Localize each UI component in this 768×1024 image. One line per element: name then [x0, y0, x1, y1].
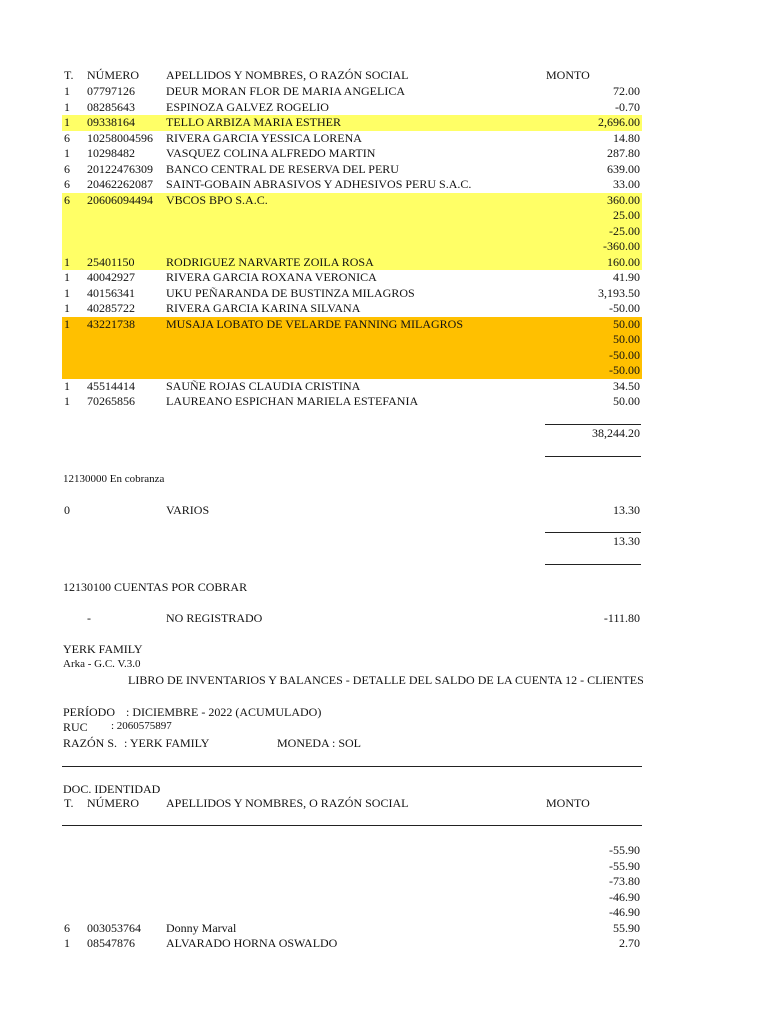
- row-amount: -50.00: [609, 347, 640, 362]
- table-row: [62, 255, 642, 271]
- row-name: DEUR MORAN FLOR DE MARIA ANGELICA: [166, 84, 406, 98]
- row-name: VARIOS: [166, 503, 210, 517]
- report-title: LIBRO DE INVENTARIOS Y BALANCES - DETALLE DEL SALDO DE LA CUENTA 12 - CLIENTES: [128, 673, 644, 687]
- table-row: [62, 503, 642, 519]
- table-row: [62, 317, 642, 333]
- row-name: TELLO ARBIZA MARIA ESTHER: [166, 115, 342, 129]
- table-row: [62, 193, 642, 209]
- row-type: 1: [64, 254, 70, 269]
- row-type: 1: [64, 301, 70, 315]
- row-amount: -360.00: [603, 239, 640, 253]
- row-amount: 50.00: [613, 332, 640, 346]
- row-type: -: [87, 611, 91, 625]
- row-amount: 360.00: [607, 192, 640, 207]
- header-monto: MONTO: [546, 796, 590, 810]
- row-type: 0: [64, 503, 70, 517]
- table-row: [62, 146, 642, 162]
- row-name: RIVERA GARCIA YESSICA LORENA: [166, 130, 362, 145]
- table-row: [62, 843, 642, 859]
- razon-label: RAZÓN S.: [63, 736, 118, 750]
- row-type: 6: [64, 130, 70, 145]
- table-row: [62, 301, 642, 317]
- table-row: [62, 874, 642, 890]
- total-line-bottom: [545, 456, 641, 457]
- table-row: [62, 115, 642, 131]
- table-row: [62, 270, 642, 286]
- row-amount: 41.90: [613, 270, 640, 284]
- row-amount: -111.80: [603, 611, 640, 625]
- row-type: 1: [64, 115, 70, 129]
- header-monto: MONTO: [546, 68, 590, 82]
- header-t: T.: [64, 796, 74, 810]
- row-amount: -50.00: [609, 301, 640, 315]
- row-type: 1: [64, 285, 70, 300]
- razon-value: : YERK FAMILY: [124, 736, 210, 750]
- subtotal-row: [62, 534, 642, 550]
- row-number: 40285722: [87, 301, 135, 315]
- row-name: ESPINOZA GALVEZ ROGELIO: [166, 99, 329, 114]
- row-name: BANCO CENTRAL DE RESERVA DEL PERU: [166, 161, 399, 176]
- row-name: RODRIGUEZ NARVARTE ZOILA ROSA: [166, 254, 374, 269]
- section-title-cobranza: 12130000 En cobranza: [63, 473, 165, 485]
- row-number: 07797126: [87, 84, 135, 98]
- row-type: 1: [64, 394, 70, 408]
- table-row: [62, 921, 642, 937]
- row-amount: 55.90: [613, 920, 640, 935]
- row-number: 40156341: [87, 285, 135, 300]
- row-number: 10258004596: [87, 130, 153, 145]
- row-name: MUSAJA LOBATO DE VELARDE FANNING MILAGROS: [166, 316, 464, 331]
- row-amount: -73.80: [609, 874, 640, 888]
- row-amount: 34.50: [613, 378, 640, 393]
- doc-identidad-label: DOC. IDENTIDAD: [63, 782, 161, 796]
- total-line-top: [545, 424, 641, 425]
- moneda: MONEDA : SOL: [277, 736, 362, 750]
- table-row: [62, 348, 642, 364]
- row-name: Donny Marval: [166, 920, 237, 935]
- section-title-cuentas: 12130100 CUENTAS POR COBRAR: [63, 580, 248, 594]
- column-header: [62, 68, 642, 84]
- row-amount: -0.70: [615, 99, 640, 114]
- row-amount: 14.80: [613, 130, 640, 145]
- column-header: [62, 796, 642, 812]
- row-name: RIVERA GARCIA ROXANA VERONICA: [166, 270, 377, 284]
- row-type: 1: [64, 378, 70, 393]
- row-amount: -46.90: [609, 889, 640, 904]
- table-row: [62, 177, 642, 193]
- row-name: UKU PEÑARANDA DE BUSTINZA MILAGROS: [166, 285, 415, 300]
- table-row: [62, 363, 642, 379]
- divider: [62, 766, 642, 767]
- row-amount: -55.90: [609, 843, 640, 857]
- row-type: 1: [64, 936, 70, 950]
- row-type: 1: [64, 99, 70, 114]
- table-row: [62, 100, 642, 116]
- row-type: 1: [64, 84, 70, 98]
- row-amount: 50.00: [613, 316, 640, 331]
- row-number: 70265856: [87, 394, 135, 408]
- header-numero: NÚMERO: [87, 68, 140, 82]
- table-row: [62, 162, 642, 178]
- table-row: [62, 611, 642, 627]
- row-name: NO REGISTRADO: [166, 611, 263, 625]
- row-amount: 639.00: [607, 161, 640, 176]
- row-name: ALVARADO HORNA OSWALDO: [166, 936, 338, 950]
- periodo-label: PERÍODO: [63, 705, 116, 719]
- row-number: 08285643: [87, 99, 135, 114]
- table-row: [62, 84, 642, 100]
- table-row: [62, 905, 642, 921]
- table-row: [62, 332, 642, 348]
- row-amount: -46.90: [609, 905, 640, 919]
- row-amount: 3,193.50: [598, 285, 640, 300]
- total-amount: 38,244.20: [592, 426, 640, 440]
- row-amount: -50.00: [609, 363, 640, 377]
- row-amount: 25.00: [613, 208, 640, 222]
- row-number: 25401150: [87, 254, 135, 269]
- row-amount: 13.30: [613, 503, 640, 517]
- header-nombre: APELLIDOS Y NOMBRES, O RAZÓN SOCIAL: [166, 68, 409, 82]
- row-number: 20462262087: [87, 177, 153, 191]
- row-number: 45514414: [87, 378, 135, 393]
- row-number: 20606094494: [87, 192, 153, 207]
- row-number: 20122476309: [87, 161, 153, 176]
- table-row: [62, 239, 642, 255]
- subtotal-amount: 13.30: [613, 534, 640, 548]
- row-amount: 72.00: [613, 84, 640, 98]
- table-row: [62, 394, 642, 410]
- row-amount: -25.00: [609, 223, 640, 238]
- row-type: 6: [64, 920, 70, 935]
- company-name: YERK FAMILY: [63, 642, 143, 656]
- table-row: [62, 859, 642, 875]
- ruc-label: RUC: [63, 720, 88, 734]
- row-amount: 160.00: [607, 254, 640, 269]
- row-number: 003053764: [87, 920, 141, 935]
- table-row: [62, 208, 642, 224]
- table-row: [62, 890, 642, 906]
- table-row: [62, 286, 642, 302]
- table-row: [62, 936, 642, 952]
- total-row: [62, 426, 642, 442]
- row-name: SAINT-GOBAIN ABRASIVOS Y ADHESIVOS PERU S.A.C.: [166, 177, 472, 191]
- subtotal-line-top: [545, 532, 641, 533]
- row-name: SAUÑE ROJAS CLAUDIA CRISTINA: [166, 378, 361, 393]
- row-type: 1: [64, 316, 70, 331]
- row-number: 09338164: [87, 115, 135, 129]
- row-number: 40042927: [87, 270, 135, 284]
- header-nombre: APELLIDOS Y NOMBRES, O RAZÓN SOCIAL: [166, 796, 409, 810]
- subtotal-line-bottom: [545, 564, 641, 565]
- row-type: 6: [64, 192, 70, 207]
- row-type: 6: [64, 177, 70, 191]
- ruc-value: : 2060575897: [111, 720, 172, 732]
- row-name: VBCOS BPO S.A.C.: [166, 192, 268, 207]
- row-type: 6: [64, 161, 70, 176]
- row-number: 08547876: [87, 936, 135, 950]
- row-name: LAUREANO ESPICHAN MARIELA ESTEFANIA: [166, 394, 419, 408]
- row-amount: 2,696.00: [598, 115, 640, 129]
- header-numero: NÚMERO: [87, 796, 140, 810]
- system-version: Arka - G.C. V.3.0: [63, 658, 141, 670]
- row-type: 1: [64, 270, 70, 284]
- row-name: RIVERA GARCIA KARINA SILVANA: [166, 301, 361, 315]
- row-type: 1: [64, 146, 70, 160]
- table-row: [62, 224, 642, 240]
- row-amount: 2.70: [619, 936, 640, 950]
- divider: [62, 825, 642, 826]
- row-amount: 50.00: [613, 394, 640, 408]
- row-amount: -55.90: [609, 858, 640, 873]
- row-number: 10298482: [87, 146, 135, 160]
- table-row: [62, 379, 642, 395]
- row-name: VASQUEZ COLINA ALFREDO MARTIN: [166, 146, 376, 160]
- periodo-value: : DICIEMBRE - 2022 (ACUMULADO): [126, 705, 322, 719]
- row-amount: 287.80: [607, 146, 640, 160]
- header-t: T.: [64, 68, 74, 82]
- table-row: [62, 131, 642, 147]
- row-number: 43221738: [87, 316, 135, 331]
- row-amount: 33.00: [613, 177, 640, 191]
